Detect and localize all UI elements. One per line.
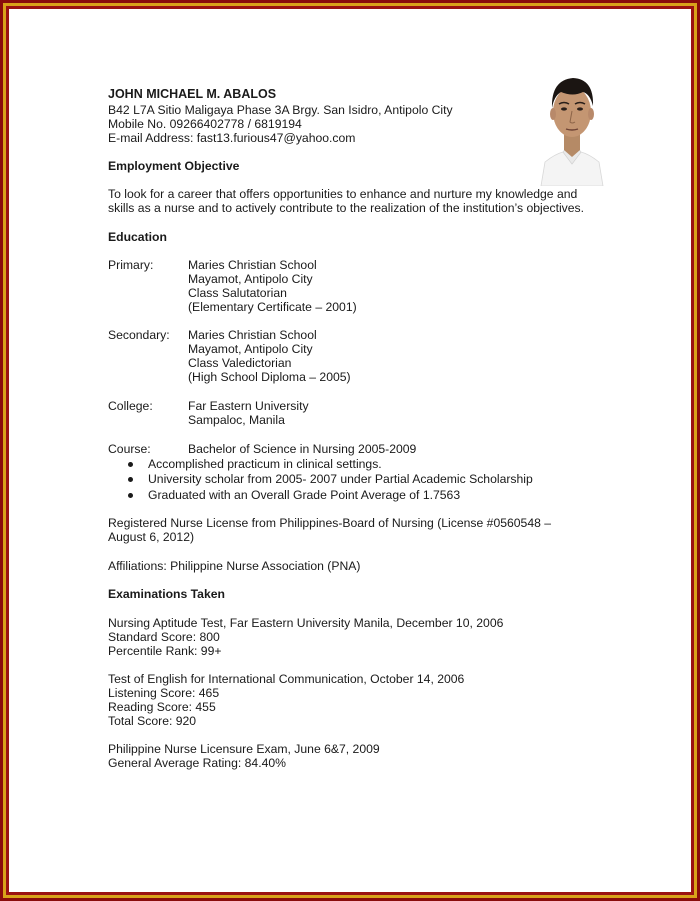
achievement-text: University scholar from 2005- 2007 under Partial Academic Scholarship	[148, 472, 533, 487]
applicant-photo	[537, 64, 607, 186]
primary-details	[188, 258, 357, 314]
nat-block	[108, 616, 503, 658]
course-label: Course:	[108, 442, 151, 456]
list-item	[108, 472, 588, 487]
mobile-line: Mobile No. 09266402778 / 6819194	[108, 117, 302, 131]
college-school: Far Eastern University	[188, 399, 309, 413]
nat-standard-score: Standard Score: 800	[108, 630, 220, 645]
license-line-2: August 6, 2012)	[108, 530, 195, 544]
objective-line-2: skills as a nurse and to actively contribute to the realization of the institution’s objectives.	[108, 201, 585, 215]
secondary-honor: Class Valedictorian	[188, 356, 292, 371]
primary-school: Maries Christian School	[188, 258, 317, 272]
achievement-text: Graduated with an Overall Grade Point Average of 1.7563	[148, 487, 461, 502]
primary-certificate: (Elementary Certificate – 2001)	[188, 300, 357, 315]
college-details	[188, 399, 309, 427]
affiliations-line: Affiliations: Philippine Nurse Association (PNA)	[108, 559, 361, 573]
toeic-title: Test of English for International Communication, October 14, 2006	[108, 672, 465, 686]
nat-title: Nursing Aptitude Test, Far Eastern University Manila, December 10, 2006	[108, 616, 504, 630]
bullet-icon	[128, 477, 133, 482]
list-item	[108, 457, 588, 472]
objective-heading: Employment Objective	[108, 159, 240, 173]
college-label: College:	[108, 399, 153, 413]
course-value: Bachelor of Science in Nursing 2005-2009	[188, 442, 417, 456]
education-heading: Education	[108, 230, 167, 244]
secondary-details	[188, 328, 351, 384]
primary-honor: Class Salutatorian	[188, 286, 287, 301]
email-line: E-mail Address: fast13.furious47@yahoo.com	[108, 131, 356, 145]
board-rating: General Average Rating: 84.40%	[108, 756, 286, 771]
achievement-text: Accomplished practicum in clinical settings.	[148, 457, 382, 471]
secondary-location: Mayamot, Antipolo City	[188, 342, 313, 357]
bullet-icon	[128, 493, 133, 498]
college-location: Sampaloc, Manila	[188, 413, 285, 428]
toeic-block	[108, 672, 464, 728]
board-title: Philippine Nurse Licensure Exam, June 6&7, 2009	[108, 742, 380, 756]
primary-location: Mayamot, Antipolo City	[188, 272, 313, 287]
toeic-total: Total Score: 920	[108, 714, 197, 729]
toeic-listening: Listening Score: 465	[108, 686, 220, 701]
license-line-1: Registered Nurse License from Philippines-Board of Nursing (License #0560548 –	[108, 516, 552, 530]
address-line: B42 L7A Sitio Maligaya Phase 3A Brgy. San Isidro, Antipolo City	[108, 103, 453, 117]
toeic-reading: Reading Score: 455	[108, 700, 216, 715]
exams-heading: Examinations Taken	[108, 587, 225, 601]
board-block	[108, 742, 380, 770]
secondary-diploma: (High School Diploma – 2005)	[188, 370, 351, 385]
nat-percentile: Percentile Rank: 99+	[108, 644, 222, 659]
secondary-school: Maries Christian School	[188, 328, 317, 342]
objective-line-1: To look for a career that offers opportunities to enhance and nurture my knowledge and	[108, 187, 578, 201]
bullet-icon	[128, 462, 133, 467]
resume-page	[9, 9, 691, 892]
course-achievements	[108, 457, 588, 503]
secondary-label: Secondary:	[108, 328, 170, 342]
list-item	[108, 488, 588, 503]
primary-label: Primary:	[108, 258, 154, 272]
applicant-name: JOHN MICHAEL M. ABALOS	[108, 87, 277, 101]
